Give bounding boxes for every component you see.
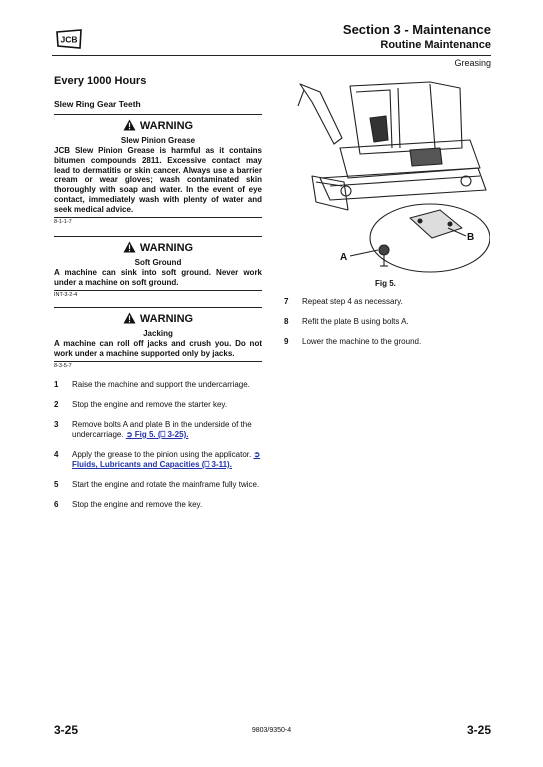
warning-code: 8-3-5-7 xyxy=(54,361,262,369)
step-item xyxy=(284,337,494,347)
warning-box-soft-ground xyxy=(54,236,262,298)
step-text: Refit the plate B using bolts A. xyxy=(302,317,409,326)
warning-code: INT-3-2-4 xyxy=(54,290,262,298)
step-number: 2 xyxy=(54,400,59,409)
warning-body: JCB Slew Pinion Grease is harmful as it contains bitumen compounds 2811. Excessive contact may lead to dermatitis or skin cancer. Always use a barrier cream or wear gloves; wash contaminated skin thoroughly with soap and water. In the event of eye contact, immediately wash with plenty of water and seek medical advice. xyxy=(54,146,262,214)
warning-triangle-icon xyxy=(123,312,136,324)
step-number: 1 xyxy=(54,380,59,389)
step-text: Raise the machine and support the undercarriage. xyxy=(72,380,250,389)
step-item xyxy=(54,480,264,490)
header-divider xyxy=(52,55,491,56)
page-subheading: Slew Ring Gear Teeth xyxy=(54,99,141,109)
step-text: Remove bolts A and plate B in the underside of the undercarriage. xyxy=(72,420,252,439)
page-number-right: 3-25 xyxy=(466,723,491,737)
topic-title: Greasing xyxy=(454,58,491,68)
step-item xyxy=(54,400,264,410)
step-item xyxy=(54,450,264,470)
procedure-steps-right xyxy=(284,297,494,357)
warning-header xyxy=(54,312,262,326)
step-item xyxy=(284,297,494,307)
warning-top-rule xyxy=(54,307,262,308)
step-text: Lower the machine to the ground. xyxy=(302,337,422,346)
step-item xyxy=(284,317,494,327)
warning-label: WARNING xyxy=(139,313,194,325)
warning-label: WARNING xyxy=(139,242,194,254)
warning-header xyxy=(54,241,262,255)
step-number: 7 xyxy=(284,297,289,306)
warning-box-slew-pinion-grease xyxy=(54,114,262,225)
section-title: Section 3 - Maintenance xyxy=(342,22,491,37)
step-text: Stop the engine and remove the key. xyxy=(72,500,203,509)
warning-triangle-icon xyxy=(123,119,136,131)
warning-label: WARNING xyxy=(139,120,194,132)
step-text: Apply the grease to the pinion using the applicator. xyxy=(72,450,252,459)
fig-5-link[interactable]: ➲ Fig 5. (⎕ 3-25). xyxy=(125,430,189,439)
step-item xyxy=(54,380,264,390)
procedure-steps-left xyxy=(54,380,264,520)
warning-title: Slew Pinion Grease xyxy=(120,136,196,145)
step-item xyxy=(54,420,264,440)
step-number: 5 xyxy=(54,480,59,489)
warning-top-rule xyxy=(54,114,262,115)
warning-body: A machine can roll off jacks and crush you. Do not work under a machine supported only by jacks. xyxy=(54,339,262,358)
page-heading: Every 1000 Hours xyxy=(54,75,147,87)
step-item xyxy=(54,500,264,510)
subsection-title: Routine Maintenance xyxy=(380,39,491,51)
step-number: 4 xyxy=(54,450,59,459)
step-text: Repeat step 4 as necessary. xyxy=(302,297,403,306)
step-number: 9 xyxy=(284,337,289,346)
jcb-logo xyxy=(54,28,84,50)
fluids-lubricants-link[interactable]: ➲ Fluids, Lubricants and Capacities (⎕ 3-11). xyxy=(72,450,261,469)
warning-header xyxy=(54,119,262,133)
step-text: Stop the engine and remove the starter key. xyxy=(72,400,228,409)
warning-title: Jacking xyxy=(143,329,173,338)
fig-5-illustration xyxy=(290,78,490,276)
svg-text:JCB: JCB xyxy=(60,34,78,45)
warning-triangle-icon xyxy=(123,241,136,253)
warning-top-rule xyxy=(54,236,262,237)
document-number: 9803/9350-4 xyxy=(251,727,292,734)
warning-body: A machine can sink into soft ground. Never work under a machine on soft ground. xyxy=(54,268,262,287)
step-text: Start the engine and rotate the mainframe fully twice. xyxy=(72,480,260,489)
warning-title: Soft Ground xyxy=(134,258,182,267)
warning-box-jacking xyxy=(54,307,262,369)
warning-code: 8-1-1-7 xyxy=(54,217,262,225)
fig-label-b: B xyxy=(467,232,475,243)
fig-label-a: A xyxy=(340,252,348,263)
figure-caption: Fig 5. xyxy=(375,279,396,288)
step-number: 3 xyxy=(54,420,59,429)
step-number: 6 xyxy=(54,500,59,509)
page-number-left: 3-25 xyxy=(54,723,79,737)
step-number: 8 xyxy=(284,317,289,326)
